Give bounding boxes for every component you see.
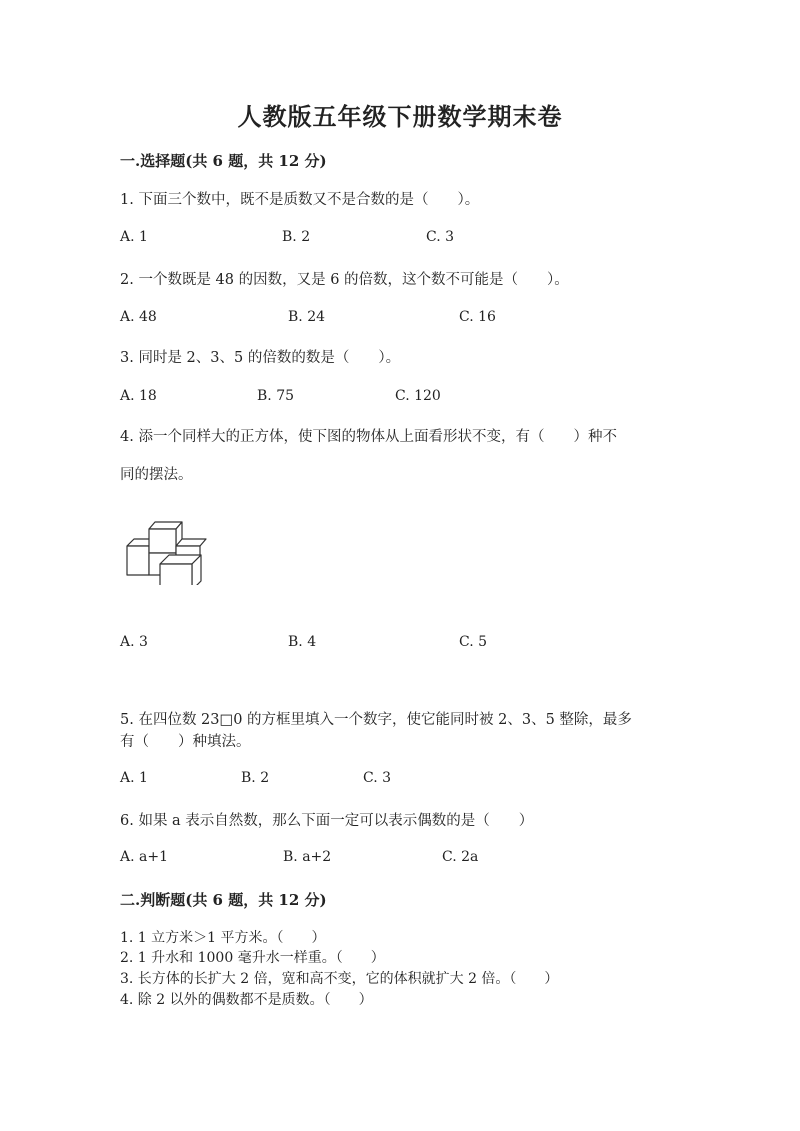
- q1-option-b: B. 2: [282, 229, 311, 245]
- q1-option-c: C. 3: [426, 229, 455, 245]
- judgment-item-3: 3. 长方体的长扩大 2 倍，宽和高不变，它的体积就扩大 2 倍。（ ）: [120, 971, 559, 987]
- q6-option-c: C. 2a: [442, 849, 479, 865]
- question-2: 2. 一个数既是 48 的因数，又是 6 的倍数，这个数不可能是（ ）。: [120, 272, 569, 288]
- question-4-line-2: 同的摆法。: [120, 467, 193, 483]
- q4-option-b: B. 4: [288, 634, 317, 650]
- q6-option-a: A. a+1: [120, 849, 168, 865]
- q4-option-a: A. 3: [120, 634, 148, 650]
- section-heading-judgment: 二.判断题(共 6 题，共 12 分): [120, 891, 327, 909]
- q4-option-c: C. 5: [459, 634, 488, 650]
- question-5-line-1: 5. 在四位数 23□0 的方框里填入一个数字，使它能同时被 2、3、5 整除，最多: [120, 712, 632, 728]
- q2-option-c: C. 16: [459, 309, 496, 325]
- q3-option-a: A. 18: [120, 388, 157, 404]
- question-4-line-1: 4. 添一个同样大的正方体，使下图的物体从上面看形状不变，有（ ）种不: [120, 429, 617, 445]
- q3-option-b: B. 75: [257, 388, 295, 404]
- judgment-item-2: 2. 1 升水和 1000 毫升水一样重。（ ）: [120, 950, 385, 966]
- q2-option-b: B. 24: [288, 309, 326, 325]
- section-heading-choice: 一.选择题(共 6 题，共 12 分): [120, 152, 327, 170]
- q6-option-b: B. a+2: [283, 849, 332, 865]
- judgment-item-4: 4. 除 2 以外的偶数都不是质数。（ ）: [120, 992, 373, 1008]
- q5-option-a: A. 1: [120, 770, 148, 786]
- question-6: 6. 如果 a 表示自然数，那么下面一定可以表示偶数的是（ ）: [120, 813, 534, 829]
- q5-option-b: B. 2: [241, 770, 270, 786]
- q5-option-c: C. 3: [363, 770, 392, 786]
- q1-option-a: A. 1: [120, 229, 148, 245]
- question-1: 1. 下面三个数中，既不是质数又不是合数的是（ ）。: [120, 192, 480, 208]
- q2-option-a: A. 48: [120, 309, 157, 325]
- q3-option-c: C. 120: [395, 388, 441, 404]
- cube-stack-figure: [120, 515, 220, 585]
- judgment-item-1: 1. 1 立方米＞1 平方米。（ ）: [120, 930, 326, 946]
- question-3: 3. 同时是 2、3、5 的倍数的数是（ ）。: [120, 350, 401, 366]
- question-5-line-2: 有（ ）种填法。: [120, 734, 251, 750]
- cube-front-right: [160, 555, 201, 585]
- page-title: 人教版五年级下册数学期末卷: [237, 102, 563, 131]
